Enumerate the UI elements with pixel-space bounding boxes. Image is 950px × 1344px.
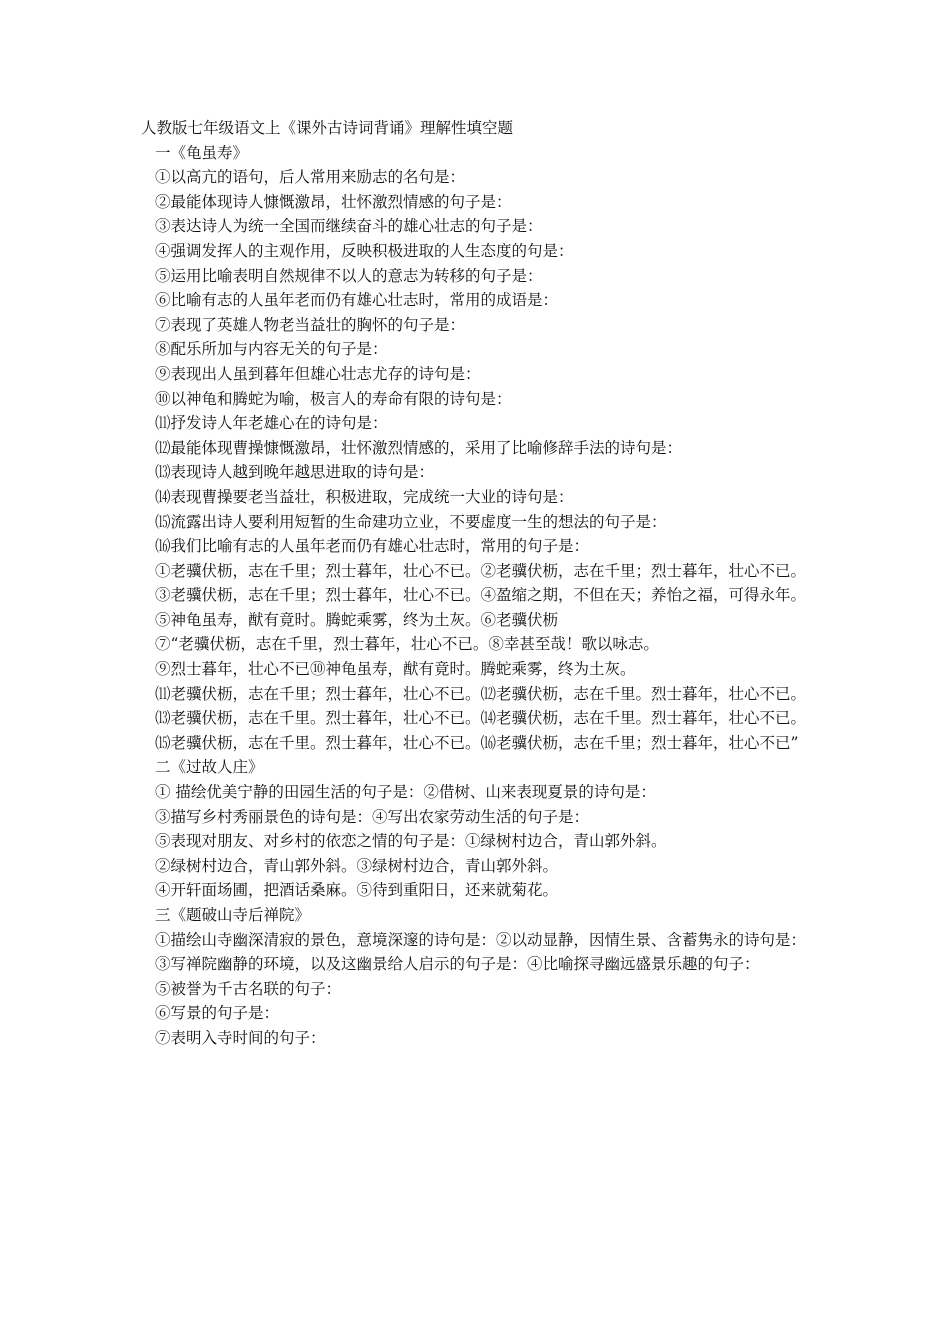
answer-line: ②绿树村边合，青山郭外斜。③绿树村边合，青山郭外斜。 (155, 856, 559, 875)
answer-line: ⑦“老骥伏枥，志在千里，烈士暮年，壮心不已。⑧幸甚至哉！歌以咏志。 (155, 635, 659, 654)
question-line: ① 描绘优美宁静的田园生活的句子是：②借树、山来表现夏景的诗句是： (155, 783, 656, 802)
question-line: ④强调发挥人的主观作用，反映积极进取的人生态度的句是： (155, 241, 574, 260)
document-body (141, 116, 813, 1051)
question-line: ⒃我们比喻有志的人虽年老而仍有雄心壮志时，常用的句子是： (155, 537, 590, 556)
document-title: 人教版七年级语文上《课外古诗词背诵》理解性填空题 (141, 119, 514, 137)
question-line: ⒀表现诗人越到晚年越思进取的诗句是： (155, 463, 435, 482)
answer-paragraph: ⒀老骥伏枥，志在千里。烈士暮年，壮心不已。⒁老骥伏枥，志在千里。烈士暮年，壮心不已。 (155, 709, 807, 728)
section-heading-2: 二《过故人庄》 (155, 758, 264, 777)
answer-line: ⑤神龟虽寿，猷有竟时。腾蛇乘雾，终为土灰。⑥老骥伏枥 (155, 610, 559, 629)
question-line: ①以高亢的语句，后人常用来励志的名句是： (155, 168, 466, 187)
question-line: ⑿最能体现曹操慷慨激昂，壮怀激烈情感的，采用了比喻修辞手法的诗句是： (155, 438, 683, 457)
question-line: ⑦表明入寺时间的句子： (155, 1028, 326, 1047)
question-line: ⒂流露出诗人要利用短暂的生命建功立业，不要虚度一生的想法的句子是： (155, 512, 667, 531)
question-line: ②最能体现诗人慷慨激昂，壮怀激烈情感的句子是： (155, 192, 512, 211)
answer-paragraph: ③老骥伏枥，志在千里；烈士暮年，壮心不已。④盈缩之期，不但在天；养怡之福，可得永年。 (155, 586, 807, 605)
answer-paragraph: ①老骥伏枥，志在千里；烈士暮年，壮心不已。②老骥伏枥，志在千里；烈士暮年，壮心不已。 (155, 561, 807, 580)
question-line: ⑾抒发诗人年老雄心在的诗句是： (155, 414, 388, 433)
question-line: ⑤被誉为千古名联的句子： (155, 979, 342, 998)
question-line: ⑩以神龟和腾蛇为喻，极言人的寿命有限的诗句是： (155, 389, 512, 408)
question-line: ⑥写景的句子是： (155, 1004, 280, 1023)
answer-paragraph: ⑾老骥伏枥，志在千里；烈士暮年，壮心不已。⑿老骥伏枥，志在千里。烈士暮年，壮心不已。 (155, 684, 807, 703)
question-line: ⑨表现出人虽到暮年但雄心壮志尤存的诗句是： (155, 364, 481, 383)
answer-line: ④开轩面场圃，把酒话桑麻。⑤待到重阳日，还来就菊花。 (155, 881, 559, 900)
question-line: ⑤运用比喻表明自然规律不以人的意志为转移的句子是： (155, 266, 543, 285)
question-line: ⑥比喻有志的人虽年老而仍有雄心壮志时，常用的成语是： (155, 291, 559, 310)
question-line: ③描写乡村秀丽景色的诗句是：④写出农家劳动生活的句子是： (155, 807, 590, 826)
section-heading-1: 一《龟虽寿》 (155, 143, 249, 162)
question-line: ⑦表现了英雄人物老当益壮的胸怀的句子是： (155, 315, 466, 334)
section-heading-3: 三《题破山寺后禅院》 (155, 906, 311, 924)
answer-line: ⑨烈士暮年，壮心不已⑩神龟虽寿，猷有竟时。腾蛇乘雾，终为土灰。 (155, 660, 636, 679)
question-line: ③写禅院幽静的环境，以及这幽景给人启示的句子是：④比喻探寻幽远盛景乐趣的句子： (155, 955, 760, 974)
question-line: ③表达诗人为统一全国而继续奋斗的雄心壮志的句子是： (155, 217, 543, 236)
answer-paragraph: ⒂老骥伏枥，志在千里。烈士暮年，壮心不已。⒃老骥伏枥，志在千里；烈士暮年，壮心不已” (155, 733, 799, 752)
question-paragraph: ①描绘山寺幽深清寂的景色，意境深邃的诗句是：②以动显静，因情生景、含蓄隽永的诗句是： (155, 930, 807, 949)
question-line: ⑤表现对朋友、对乡村的依恋之情的句子是：①绿树村边合，青山郭外斜。 (155, 832, 667, 851)
question-line: ⒁表现曹操要老当益壮，积极进取，完成统一大业的诗句是： (155, 487, 574, 506)
question-line: ⑧配乐所加与内容无关的句子是： (155, 340, 388, 359)
